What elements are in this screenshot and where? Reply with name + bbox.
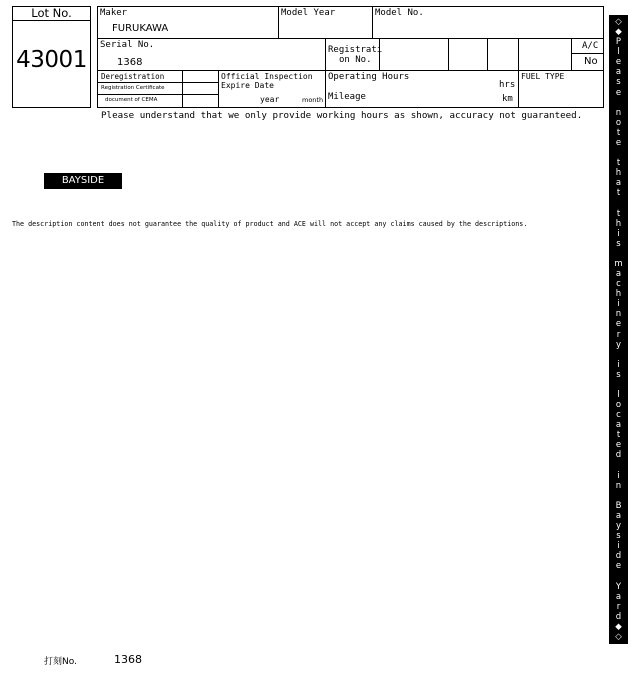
sidebar-char: a	[615, 510, 622, 521]
sidebar-char	[609, 199, 628, 208]
fuel-type-label: FUEL TYPE	[521, 72, 565, 81]
location-sidebar	[609, 15, 628, 644]
ac-label: A/C	[582, 41, 599, 51]
sidebar-char: P	[615, 37, 622, 48]
sidebar-char: d	[615, 611, 622, 622]
sidebar-char	[609, 572, 628, 581]
dereg-line-2	[97, 94, 218, 95]
inspection-label-1: Official Inspection	[221, 72, 313, 81]
sidebar-char: B	[615, 500, 622, 511]
sidebar-char: o	[615, 400, 622, 411]
dereg-line-1	[97, 82, 218, 83]
mileage-unit: km	[502, 94, 513, 104]
lot-number: 43001	[16, 47, 87, 73]
col-line-insp	[218, 70, 219, 108]
cema-document-label: document of CEMA	[105, 97, 158, 103]
stamp-value: 1368	[114, 653, 142, 666]
sidebar-char: n	[615, 107, 622, 118]
sidebar-char	[609, 99, 628, 108]
sidebar-char: Y	[615, 581, 622, 592]
model-no-label: Model No.	[375, 8, 424, 18]
sidebar-char: c	[616, 410, 621, 421]
sidebar-char: t	[616, 158, 621, 169]
sidebar-char: a	[615, 420, 622, 431]
sidebar-char: ◆	[615, 621, 622, 632]
inspection-year: year	[260, 95, 280, 104]
sidebar-char: i	[617, 228, 620, 239]
sidebar-char	[609, 250, 628, 259]
col-line-reg3	[487, 38, 488, 70]
sidebar-char: h	[615, 218, 622, 229]
sidebar-char: a	[615, 67, 622, 78]
sidebar-char: o	[615, 117, 622, 128]
ac-mid-line	[571, 53, 604, 54]
model-year-label: Model Year	[281, 8, 336, 18]
lot-label: Lot No.	[31, 6, 72, 20]
sidebar-char: e	[615, 137, 622, 148]
disclaimer-text: The description content does not guarantee the quality of product and ACE will not accept any claims caused by the descriptions.	[12, 220, 528, 228]
sidebar-char: i	[617, 470, 620, 481]
sidebar-char: t	[616, 208, 621, 219]
maker-value: FURUKAWA	[112, 23, 169, 34]
lot-divider	[12, 20, 91, 21]
sidebar-char: a	[615, 591, 622, 602]
sidebar-char	[609, 351, 628, 360]
sidebar-char	[609, 381, 628, 390]
serial-label: Serial No.	[100, 40, 155, 50]
sidebar-char: ◇	[615, 17, 622, 27]
sidebar-char: h	[615, 168, 622, 179]
sidebar-char: s	[616, 77, 621, 88]
sidebar-char: e	[615, 561, 622, 572]
registration-certificate-label: Registration Certificate	[101, 85, 165, 91]
sidebar-char: d	[615, 551, 622, 562]
sidebar-char: m	[614, 258, 623, 269]
sidebar-char: t	[616, 188, 621, 199]
operating-hours-label: Operating Hours	[328, 72, 410, 82]
sidebar-char: i	[617, 541, 620, 552]
row-line-1	[97, 38, 604, 39]
registration-label-1: Registrati	[328, 45, 383, 55]
serial-value: 1368	[117, 57, 143, 68]
col-line-reg4	[518, 38, 519, 108]
sidebar-char: y	[615, 521, 622, 532]
row-line-2	[97, 70, 604, 71]
stamp-label: 打刻No.	[44, 657, 77, 667]
col-line-reg2	[448, 38, 449, 70]
sidebar-char: l	[617, 389, 620, 400]
sidebar-char	[609, 462, 628, 471]
sidebar-char: s	[616, 531, 621, 542]
sidebar-char: h	[615, 289, 622, 300]
sidebar-char: ◆	[615, 27, 622, 38]
ac-value: No	[584, 56, 598, 67]
sidebar-char: i	[617, 299, 620, 310]
sidebar-char: c	[616, 279, 621, 290]
inspection-month: month	[302, 96, 324, 104]
sidebar-char: y	[615, 339, 622, 350]
sidebar-char	[609, 149, 628, 158]
sidebar-char: r	[616, 329, 621, 340]
sidebar-char: a	[615, 269, 622, 280]
sidebar-char: s	[616, 238, 621, 249]
sidebar-char: l	[617, 47, 620, 58]
sidebar-char: t	[616, 430, 621, 441]
sidebar-char: s	[616, 369, 621, 380]
sidebar-char: e	[615, 87, 622, 98]
col-line-maker	[278, 6, 279, 38]
sidebar-char: r	[616, 601, 621, 612]
registration-label-2: on No.	[339, 55, 372, 65]
working-hours-notice: Please understand that we only provide working hours as shown, accuracy not guaranteed.	[101, 110, 583, 121]
location-badge: BAYSIDE	[44, 173, 122, 189]
mileage-label: Mileage	[328, 92, 366, 102]
sidebar-char: e	[615, 319, 622, 330]
sidebar-char: d	[615, 450, 622, 461]
sidebar-char: e	[615, 57, 622, 68]
sidebar-char: a	[615, 178, 622, 189]
sidebar-char: t	[616, 127, 621, 138]
sidebar-char: e	[615, 440, 622, 451]
col-line-dereg	[182, 70, 183, 108]
col-line-serial	[325, 38, 326, 108]
col-line-ac	[571, 38, 572, 70]
sidebar-char: i	[617, 359, 620, 370]
sidebar-char: ◇	[615, 631, 622, 642]
inspection-label-2: Expire Date	[221, 81, 274, 90]
maker-label: Maker	[100, 8, 128, 18]
sidebar-char: n	[615, 480, 622, 491]
sidebar-char: n	[615, 309, 622, 320]
col-line-year	[372, 6, 373, 38]
sidebar-char	[609, 492, 628, 501]
deregistration-label: Deregistration	[101, 72, 165, 81]
operating-hours-unit: hrs	[499, 80, 516, 90]
